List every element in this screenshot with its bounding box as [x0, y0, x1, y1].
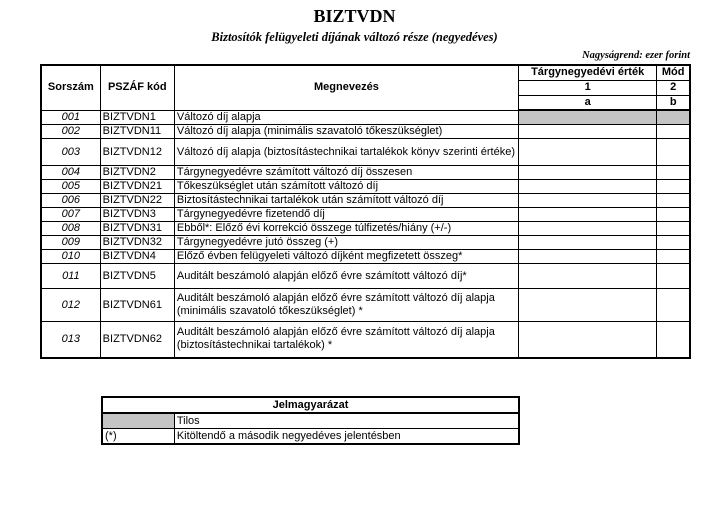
row-number: 001: [41, 110, 100, 125]
row-number: 006: [41, 194, 100, 208]
legend-title: Jelmagyarázat: [102, 397, 519, 413]
table-row: [41, 139, 690, 166]
row-number: 009: [41, 236, 100, 250]
mod-cell[interactable]: [657, 125, 690, 139]
mod-cell[interactable]: [657, 166, 690, 180]
value-cell[interactable]: [518, 208, 656, 222]
table-row: [41, 194, 690, 208]
row-number: 012: [41, 289, 100, 322]
row-code: BIZTVDN31: [100, 222, 174, 236]
row-code: BIZTVDN12: [100, 139, 174, 166]
mod-cell-disabled: [657, 110, 690, 125]
form-title: BIZTVDN: [313, 6, 396, 26]
header-megnevezes: Megnevezés: [174, 65, 518, 110]
row-name: Változó díj alapja (minimális szavatoló tőkeszükséglet): [174, 125, 518, 139]
row-name: Tárgynegyedévre számított változó díj összesen: [174, 166, 518, 180]
mod-cell[interactable]: [657, 289, 690, 322]
value-cell[interactable]: [518, 222, 656, 236]
header-mod-num: 2: [657, 80, 690, 95]
row-code: BIZTVDN3: [100, 208, 174, 222]
table-row: [41, 180, 690, 194]
header-value: Tárgynegyedévi érték: [518, 65, 656, 80]
header-value-letter: a: [518, 95, 656, 110]
value-cell[interactable]: [518, 322, 656, 358]
row-name: Előző évben felügyeleti változó díjként megfizetett összeg*: [174, 250, 518, 264]
row-number: 013: [41, 322, 100, 358]
row-code: BIZTVDN11: [100, 125, 174, 139]
mod-cell[interactable]: [657, 194, 690, 208]
header-value-num: 1: [518, 80, 656, 95]
unit-label: Nagyságrend: ezer forint: [582, 50, 690, 61]
header-mod-letter: b: [657, 95, 690, 110]
row-code: BIZTVDN4: [100, 250, 174, 264]
row-code: BIZTVDN5: [100, 264, 174, 289]
value-cell-disabled: [518, 110, 656, 125]
legend-gray-swatch: [102, 413, 174, 429]
value-cell[interactable]: [518, 289, 656, 322]
value-cell[interactable]: [518, 250, 656, 264]
row-number: 011: [41, 264, 100, 289]
header-mod: Mód: [657, 65, 690, 80]
legend-item: [102, 429, 519, 445]
table-row: [41, 125, 690, 139]
row-name: Auditált beszámoló alapján előző évre számított változó díj*: [174, 264, 518, 289]
mod-cell[interactable]: [657, 180, 690, 194]
table-row: [41, 322, 690, 358]
row-code: BIZTVDN1: [100, 110, 174, 125]
row-name: Tárgynegyedévre jutó összeg (+): [174, 236, 518, 250]
table-row: [41, 250, 690, 264]
table-row: [41, 222, 690, 236]
row-number: 010: [41, 250, 100, 264]
row-name: Változó díj alapja (biztosítástechnikai tartalékok könyv szerinti értéke): [174, 139, 518, 166]
legend-item: [102, 413, 519, 429]
mod-cell[interactable]: [657, 139, 690, 166]
value-cell[interactable]: [518, 166, 656, 180]
mod-cell[interactable]: [657, 208, 690, 222]
legend-text: Kitöltendő a második negyedéves jelentésben: [174, 429, 519, 445]
table-row: [41, 289, 690, 322]
row-number: 007: [41, 208, 100, 222]
table-row: [41, 236, 690, 250]
row-name: Tárgynegyedévre fizetendő díj: [174, 208, 518, 222]
form-subtitle: Biztosítók felügyeleti díjának változó része (negyedéves): [211, 30, 498, 44]
row-number: 002: [41, 125, 100, 139]
row-number: 003: [41, 139, 100, 166]
mod-cell[interactable]: [657, 222, 690, 236]
row-name: Tőkeszükséglet után számított változó díj: [174, 180, 518, 194]
row-name: Auditált beszámoló alapján előző évre számított változó díj alapja (minimális szavatoló tőkeszükséglet) *: [174, 289, 518, 322]
table-row: [41, 166, 690, 180]
row-number: 008: [41, 222, 100, 236]
row-code: BIZTVDN61: [100, 289, 174, 322]
mod-cell[interactable]: [657, 250, 690, 264]
row-name: Változó díj alapja: [174, 110, 518, 125]
value-cell[interactable]: [518, 139, 656, 166]
value-cell[interactable]: [518, 236, 656, 250]
value-cell[interactable]: [518, 125, 656, 139]
table-row: [41, 110, 690, 125]
row-code: BIZTVDN32: [100, 236, 174, 250]
legend-symbol: (*): [102, 429, 174, 445]
value-cell[interactable]: [518, 180, 656, 194]
row-number: 004: [41, 166, 100, 180]
row-code: BIZTVDN62: [100, 322, 174, 358]
value-cell[interactable]: [518, 264, 656, 289]
mod-cell[interactable]: [657, 264, 690, 289]
row-name: Ebből*: Előző évi korrekció összege túlfizetés/hiány (+/-): [174, 222, 518, 236]
mod-cell[interactable]: [657, 322, 690, 358]
value-cell[interactable]: [518, 194, 656, 208]
table-row: [41, 264, 690, 289]
legend-text: Tilos: [174, 413, 519, 429]
row-code: BIZTVDN22: [100, 194, 174, 208]
row-name: Auditált beszámoló alapján előző évre számított változó díj alapja (biztosítástechnikai tartalékok) *: [174, 322, 518, 358]
row-name: Biztosítástechnikai tartalékok után számított változó díj: [174, 194, 518, 208]
mod-cell[interactable]: [657, 236, 690, 250]
header-pszaf-kod: PSZÁF kód: [100, 65, 174, 110]
main-table: [40, 64, 691, 359]
row-code: BIZTVDN2: [100, 166, 174, 180]
row-number: 005: [41, 180, 100, 194]
header-sorszam: Sorszám: [41, 65, 100, 110]
table-row: [41, 208, 690, 222]
legend-table: [101, 396, 520, 445]
row-code: BIZTVDN21: [100, 180, 174, 194]
